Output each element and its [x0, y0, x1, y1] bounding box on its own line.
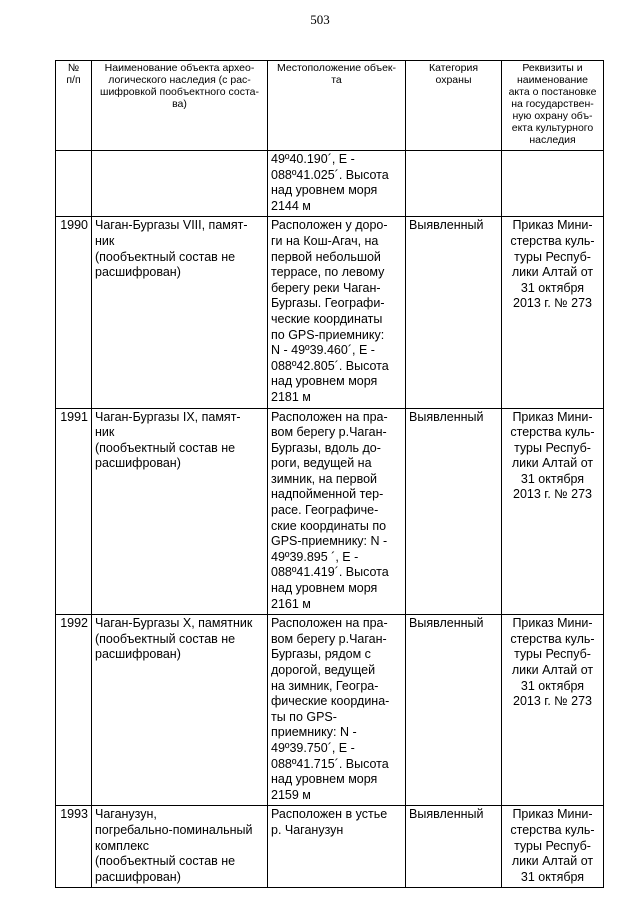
text-line: 2161 м — [271, 596, 311, 611]
text-line: 31 октября — [520, 869, 585, 884]
text-line: 2181 м — [271, 389, 311, 404]
text-line: екта культурного — [511, 122, 594, 134]
text-line: роги, ведущей на — [271, 456, 372, 471]
protection-category: Выявленный — [406, 408, 502, 615]
page-number: 503 — [310, 12, 330, 27]
text-line: № — [67, 62, 80, 74]
text-line: 2144 м — [271, 198, 311, 213]
text-line: расшифрован) — [95, 647, 181, 662]
object-location — [268, 615, 406, 806]
text-line: первой небольшой — [271, 249, 381, 264]
text-line: туры Респуб- — [514, 249, 591, 264]
text-line: лики Алтай от — [511, 265, 594, 280]
header-object-name — [92, 61, 268, 151]
text-line: над уровнем моря — [271, 183, 378, 198]
text-line: 088º42.805´. Высота — [271, 358, 389, 373]
text-line: Приказ Мини- — [512, 409, 593, 424]
text-line: Расположен у доро- — [271, 218, 388, 233]
text-line: 2013 г. № 273 — [513, 296, 592, 311]
text-line: (пообъектный состав не — [95, 854, 236, 869]
text-line: ва) — [172, 98, 187, 110]
protection-category — [406, 151, 502, 217]
object-name — [92, 408, 268, 615]
row-number: 1993 — [56, 806, 92, 888]
text-line: Местоположение объек- — [276, 62, 397, 74]
text-line: 2159 м — [271, 787, 311, 802]
text-line: стерства куль- — [510, 233, 595, 248]
text-line: террасе, по левому — [271, 265, 385, 280]
header-act-details — [502, 61, 604, 151]
text-line: вом берегу р.Чаган- — [271, 631, 387, 646]
text-line: Приказ Мини- — [512, 807, 593, 822]
text-line: р. Чаганузун — [271, 822, 344, 837]
header-protection-category — [406, 61, 502, 151]
table-row — [56, 615, 604, 806]
heritage-registry-table — [55, 60, 604, 888]
text-line: расшифрован) — [95, 265, 181, 280]
text-line: наименование — [516, 74, 588, 86]
text-line: Чаган-Бургазы X, памятник — [95, 616, 253, 631]
table-body — [56, 151, 604, 888]
row-number: 1992 — [56, 615, 92, 806]
object-location — [268, 806, 406, 888]
act-details — [502, 217, 604, 408]
text-line: туры Респуб- — [514, 838, 591, 853]
object-name — [92, 217, 268, 408]
object-name — [92, 806, 268, 888]
text-line: зимник, на первой — [271, 471, 378, 486]
act-details — [502, 151, 604, 217]
text-line: логического наследия (с рас- — [108, 74, 251, 86]
text-line: приемнику: N - — [271, 725, 357, 740]
text-line: п/п — [66, 74, 81, 86]
text-line: 088º41.419´. Высота — [271, 565, 389, 580]
object-location — [268, 408, 406, 615]
table-row — [56, 151, 604, 217]
text-line: стерства куль- — [510, 822, 595, 837]
text-line: 49º40.190´, E - — [271, 152, 355, 166]
object-location — [268, 217, 406, 408]
act-details — [502, 408, 604, 615]
text-line: Чаган-Бургазы VIII, памят- — [95, 218, 248, 233]
act-details — [502, 806, 604, 888]
text-line: 2013 г. № 273 — [513, 487, 592, 502]
header-number — [56, 61, 92, 151]
text-line: Чаган-Бургазы IX, памят- — [95, 409, 241, 424]
text-line: ник — [95, 233, 115, 248]
text-line: комплекс — [95, 838, 150, 853]
text-line: та — [331, 74, 342, 86]
row-number: 1991 — [56, 408, 92, 615]
text-line: ник — [95, 425, 115, 440]
object-name — [92, 615, 268, 806]
text-line: ги на Кош-Агач, на — [271, 233, 379, 248]
text-line: по GPS-приемнику: — [271, 327, 385, 342]
text-line: вом берегу р.Чаган- — [271, 425, 387, 440]
text-line: 31 октября — [520, 471, 585, 486]
text-line: Расположен в устье — [271, 807, 388, 822]
text-line: расшифрован) — [95, 456, 181, 471]
act-details — [502, 615, 604, 806]
text-line: туры Респуб- — [514, 440, 591, 455]
text-line: над уровнем моря — [271, 374, 378, 389]
text-line: 49º39.750´, E - — [271, 740, 355, 755]
protection-category: Выявленный — [406, 806, 502, 888]
text-line: на зимник, Геогра- — [271, 678, 379, 693]
text-line: лики Алтай от — [511, 663, 594, 677]
text-line: Категория — [428, 62, 479, 74]
text-line: GPS-приемнику: N - — [271, 534, 388, 549]
text-line: Бургазы, рядом с — [271, 647, 371, 662]
text-line: Чаганузун, — [95, 807, 157, 822]
text-line: 088º41.025´. Высота — [271, 167, 389, 182]
table-header — [56, 61, 604, 151]
text-line: над уровнем моря — [271, 772, 378, 787]
text-line: Приказ Мини- — [512, 616, 593, 631]
text-line: 31 октября — [520, 678, 585, 693]
table-row — [56, 806, 604, 888]
text-line: расшифрован) — [95, 869, 181, 884]
text-line: (пообъектный состав не — [95, 440, 236, 455]
text-line: ную охрану объ- — [512, 110, 593, 122]
text-line: Приказ Мини- — [512, 218, 593, 233]
row-number — [56, 151, 92, 217]
text-line: над уровнем моря — [271, 581, 378, 596]
text-line: Бургазы, вдоль до- — [271, 440, 381, 455]
text-line: ты по GPS- — [271, 709, 337, 724]
text-line: расе. Географиче- — [271, 503, 379, 518]
text-line: берегу реки Чаган- — [271, 280, 381, 295]
text-line: лики Алтай от — [511, 854, 594, 869]
text-line: стерства куль- — [510, 631, 595, 646]
text-line: Расположен на пра- — [271, 616, 388, 631]
header-location — [268, 61, 406, 151]
row-number: 1990 — [56, 217, 92, 408]
text-line: шифровкой пообъектного соста- — [100, 86, 259, 98]
text-line: (пообъектный состав не — [95, 249, 236, 264]
text-line: фические координа- — [271, 694, 390, 709]
text-line: погребально-поминальный — [95, 822, 253, 837]
text-line: на государствен- — [511, 98, 594, 110]
text-line: Расположен на пра- — [271, 409, 388, 424]
table-row — [56, 408, 604, 615]
table-row — [56, 217, 604, 408]
protection-category: Выявленный — [406, 217, 502, 408]
text-line: (пообъектный состав не — [95, 631, 236, 646]
text-line: Реквизиты и — [522, 62, 583, 74]
text-line: дорогой, ведущей — [271, 663, 376, 677]
object-location — [268, 151, 406, 217]
text-line: охраны — [435, 74, 472, 86]
object-name — [92, 151, 268, 217]
text-line: ские координаты по — [271, 518, 387, 533]
text-line: туры Респуб- — [514, 647, 591, 662]
text-line: 2013 г. № 273 — [513, 694, 592, 709]
protection-category: Выявленный — [406, 615, 502, 806]
text-line: акта о постановке — [508, 86, 597, 98]
text-line: 49º39.895 ´, E - — [271, 549, 359, 564]
text-line: Бургазы. Географи- — [271, 296, 385, 311]
text-line: наследия — [529, 134, 576, 146]
text-line: ческие координаты — [271, 311, 383, 326]
text-line: Наименование объекта архео- — [104, 62, 255, 74]
text-line: 31 октября — [520, 280, 585, 295]
text-line: N - 49º39.460´, E - — [271, 343, 375, 358]
header-row — [56, 61, 604, 151]
text-line: 088º41.715´. Высота — [271, 756, 389, 771]
text-line: надпойменной тер- — [271, 487, 384, 502]
text-line: лики Алтай от — [511, 456, 594, 471]
text-line: стерства куль- — [510, 425, 595, 440]
